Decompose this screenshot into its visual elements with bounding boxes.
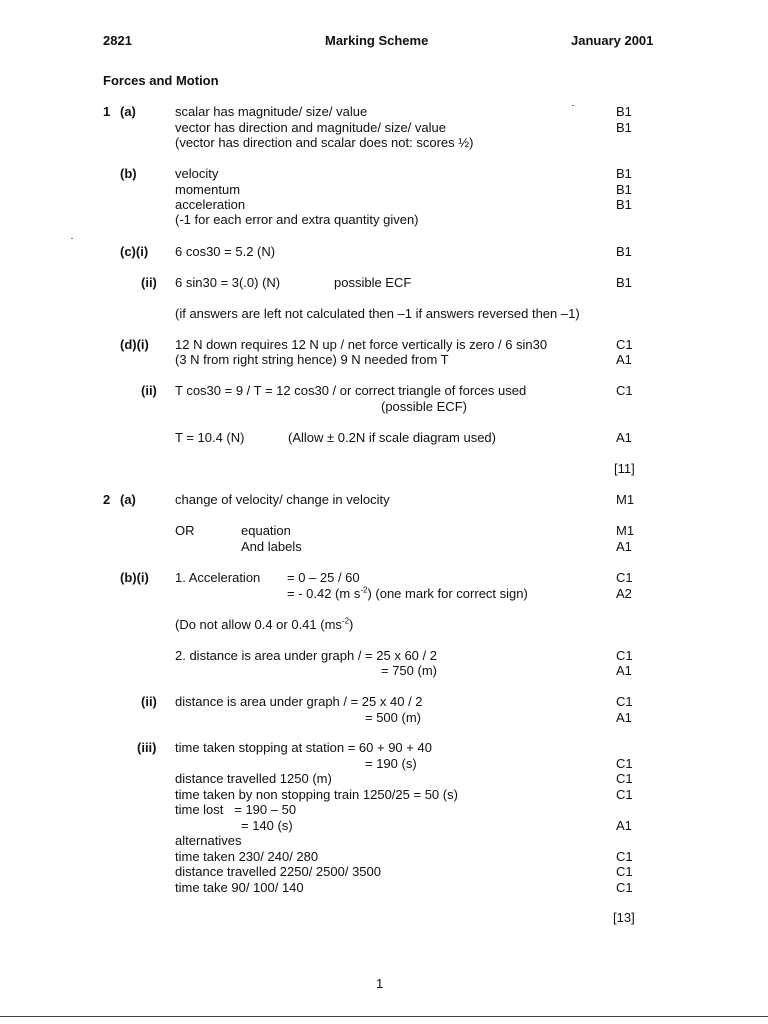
q2bii-mark-1: C1 — [616, 694, 633, 709]
q1di-line-2: (3 N from right string hence) 9 N needed from T — [175, 352, 449, 367]
q1ci-answer: 6 cos30 = 5.2 (N) — [175, 244, 276, 259]
q2bi-mark-1: C1 — [616, 570, 633, 585]
q2biii-mark-6: A1 — [616, 818, 632, 833]
q1a-line-3: (vector has direction and scalar does not: scores ½) — [175, 135, 474, 150]
q2biii-alternatives-heading: alternatives — [175, 833, 242, 848]
q1a-mark-1: B1 — [616, 104, 632, 119]
q2bii-line-1: distance is area under graph / = 25 x 40 / 2 — [175, 694, 423, 709]
q2-part-bii-label: (ii) — [141, 694, 157, 709]
bottom-page-edge — [0, 1016, 768, 1017]
q2bi-acceleration-eq-1: = 0 – 25 / 60 — [287, 570, 360, 585]
q2-part-a-label: (a) — [120, 492, 136, 507]
q1a-mark-2: B1 — [616, 120, 632, 135]
q1cii-note: possible ECF — [334, 275, 412, 290]
q1b-mark-3: B1 — [616, 197, 632, 212]
q2a-mark-1: M1 — [616, 492, 635, 507]
q2a-line-2: equation — [241, 523, 291, 538]
q1dii-line-2: (possible ECF) — [381, 399, 467, 414]
q1di-line-1: 12 N down requires 12 N up / net force vertically is zero / 6 sin30 — [175, 337, 548, 352]
q1b-line-1: velocity — [175, 166, 219, 181]
q2biii-line-4: time taken by non stopping train 1250/25 = 50 (s) — [175, 787, 458, 802]
q2biii-line-3: distance travelled 1250 (m) — [175, 771, 332, 786]
q2bi-distance-line-2: = 750 (m) — [381, 663, 437, 678]
paper-code: 2821 — [103, 33, 132, 48]
q2-part-bi-label: (b)(i) — [120, 570, 149, 585]
q2biii-line-8: time taken 230/ 240/ 280 — [175, 849, 319, 864]
q2biii-line-2: = 190 (s) — [365, 756, 417, 771]
scan-speck — [572, 105, 574, 106]
q2a-or: OR — [175, 523, 195, 538]
q2biii-line-1: time taken stopping at station = 60 + 90 + 40 — [175, 740, 432, 755]
q2bii-line-2: = 500 (m) — [365, 710, 421, 725]
q1b-line-4: (-1 for each error and extra quantity given) — [175, 212, 419, 227]
q1c-note: (if answers are left not calculated then –1 if answers reversed then –1) — [175, 306, 580, 321]
q2a-line-3: And labels — [241, 539, 302, 554]
q1b-mark-1: B1 — [616, 166, 632, 181]
section-title: Forces and Motion — [103, 73, 219, 88]
q2biii-mark-4: C1 — [616, 787, 633, 802]
q2bi-not-allowed-note: (Do not allow 0.4 or 0.41 $(ms^{-2})$ — [175, 616, 354, 632]
q2biii-mark-3: C1 — [616, 771, 633, 786]
q2bi-mark-2: A2 — [616, 586, 632, 601]
q1dii-allowance-note: (Allow ± 0.2N if scale diagram used) — [288, 430, 496, 445]
page-number: 1 — [376, 976, 384, 991]
q2biii-mark-8: C1 — [616, 849, 633, 864]
q1di-mark-2: A1 — [616, 352, 632, 367]
q2bi-distance-mark-1: C1 — [616, 648, 633, 663]
q1b-line-2: momentum — [175, 182, 241, 197]
q1b-mark-2: B1 — [616, 182, 632, 197]
q1a-line-2: vector has direction and magnitude/ size/ value — [175, 120, 446, 135]
q2biii-line-6: = 140 (s) — [241, 818, 293, 833]
q2-part-biii-label: (iii) — [137, 740, 157, 755]
scan-speck — [71, 238, 73, 239]
q1-part-ci-label: (c)(i) — [120, 244, 149, 259]
q1-part-b-label: (b) — [120, 166, 137, 181]
q1-part-di-label: (d)(i) — [120, 337, 149, 352]
q1dii-mark-3: A1 — [616, 430, 632, 445]
q1-part-cii-label: (ii) — [141, 275, 157, 290]
q2biii-line-5: time lost = 190 – 50 — [175, 802, 297, 817]
q2bi-distance-line-1: 2. distance is area under graph / = 25 x 60 / 2 — [175, 648, 437, 663]
q2a-mark-3: A1 — [616, 539, 632, 554]
q2biii-mark-2: C1 — [616, 756, 633, 771]
q2a-line-1: change of velocity/ change in velocity — [175, 492, 390, 507]
q1dii-line-3: T = 10.4 (N) — [175, 430, 245, 445]
q1-total-marks: [11] — [614, 461, 635, 476]
q2a-mark-2: M1 — [616, 523, 635, 538]
q2bi-acceleration-eq-2: = - 0.42 (m $s^{-2}$) (one mark for correct sign) — [287, 585, 528, 601]
q1ci-mark: B1 — [616, 244, 632, 259]
q2-total-marks: [13] — [613, 910, 635, 925]
q1dii-line-1: T cos30 = 9 / T = 12 cos30 / or correct triangle of forces used — [175, 383, 527, 398]
document-date: January 2001 — [571, 33, 654, 48]
q2biii-line-10: time take 90/ 100/ 140 — [175, 880, 304, 895]
q1cii-answer: 6 sin30 = 3(.0) (N) — [175, 275, 281, 290]
q2biii-mark-9: C1 — [616, 864, 633, 879]
question-2-number: 2 — [103, 492, 111, 507]
q1b-line-3: acceleration — [175, 197, 246, 212]
q2bi-distance-mark-2: A1 — [616, 663, 632, 678]
q2bi-acceleration-label: 1. Acceleration — [175, 570, 261, 585]
q1di-mark-1: C1 — [616, 337, 633, 352]
q1dii-mark-1: C1 — [616, 383, 633, 398]
q2biii-line-9: distance travelled 2250/ 2500/ 3500 — [175, 864, 381, 879]
q1cii-mark: B1 — [616, 275, 632, 290]
document-title: Marking Scheme — [325, 33, 429, 48]
q1-part-dii-label: (ii) — [141, 383, 157, 398]
question-1-number: 1 — [103, 104, 111, 119]
q2biii-mark-10: C1 — [616, 880, 633, 895]
q2bii-mark-2: A1 — [616, 710, 632, 725]
q1a-line-1: scalar has magnitude/ size/ value — [175, 104, 368, 119]
q1-part-a-label: (a) — [120, 104, 136, 119]
